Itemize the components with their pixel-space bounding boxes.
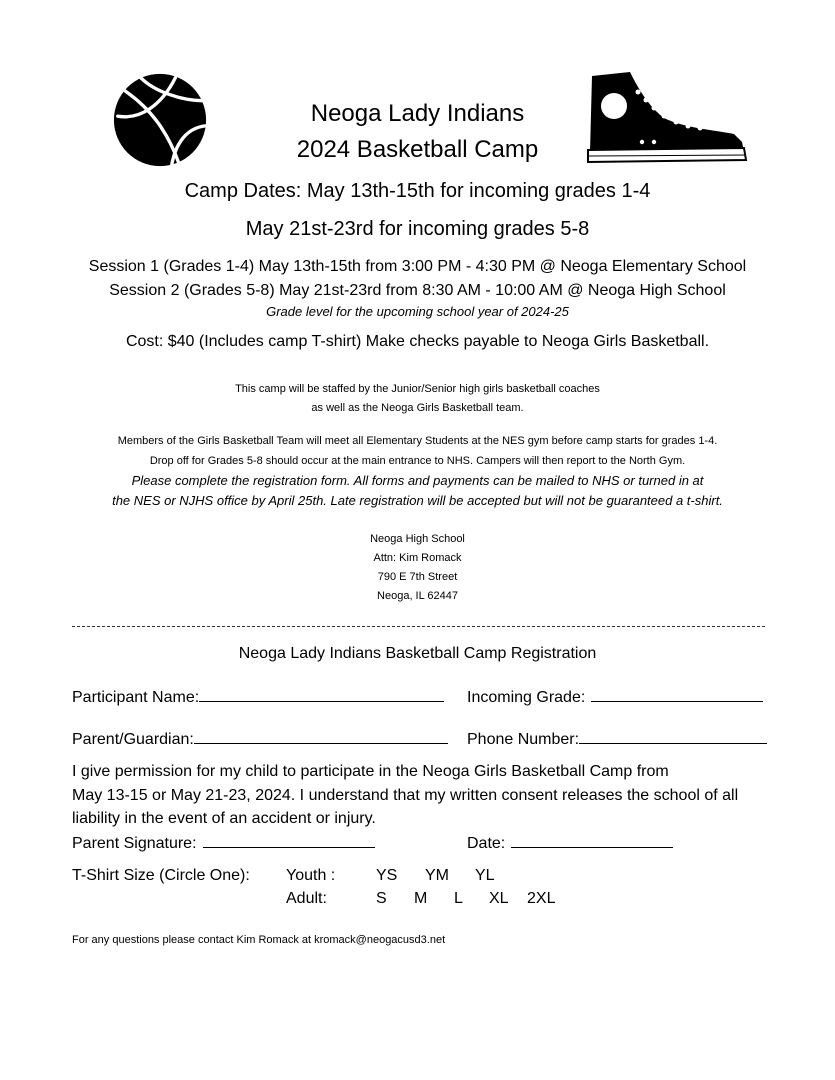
parent-signature-field[interactable]: [72, 833, 375, 853]
parent-guardian-label: Parent/Guardian:: [72, 731, 194, 748]
parent-guardian-line[interactable]: [194, 729, 448, 744]
registration-note-line1: Please complete the registration form. All forms and payments can be mailed to NHS or turned in at: [131, 473, 704, 488]
cut-line-divider: [72, 626, 765, 627]
size-option-xl[interactable]: XL: [489, 890, 509, 907]
staff-line1: This camp will be staffed by the Junior/Senior high girls basketball coaches: [235, 383, 600, 395]
participant-name-field[interactable]: [72, 687, 444, 707]
parent-signature-label: Parent Signature:: [72, 835, 197, 852]
youth-label: Youth :: [286, 867, 336, 884]
camp-dates-line1: Camp Dates: May 13th-15th for incoming grades 1-4: [184, 180, 651, 202]
size-option-2xl[interactable]: 2XL: [527, 890, 556, 907]
incoming-grade-field[interactable]: [467, 687, 763, 707]
page-title-line1: Neoga Lady Indians: [310, 100, 525, 127]
size-option-s[interactable]: S: [376, 890, 387, 907]
permission-line1: I give permission for my child to participate in the Neoga Girls Basketball Camp from: [72, 763, 669, 780]
phone-number-label: Phone Number:: [467, 731, 580, 748]
session-1: Session 1 (Grades 1-4) May 13th-15th from 3:00 PM - 4:30 PM @ Neoga Elementary School: [88, 258, 747, 275]
size-option-ys[interactable]: YS: [376, 867, 398, 884]
grade-note: Grade level for the upcoming school year of 2024-25: [266, 304, 569, 319]
registration-note-line2: the NES or NJHS office by April 25th. Late registration will be accepted but will not be guaranteed a t-shirt.: [112, 493, 723, 508]
address-line4: Neoga, IL 62447: [377, 590, 458, 602]
tshirt-size-label: T-Shirt Size (Circle One):: [72, 867, 250, 884]
adult-label: Adult:: [286, 890, 327, 907]
date-field[interactable]: [467, 833, 673, 853]
session-2: Session 2 (Grades 5-8) May 21st-23rd from 8:30 AM - 10:00 AM @ Neoga High School: [109, 282, 726, 299]
participant-name-label: Participant Name:: [72, 689, 200, 706]
date-label: Date:: [467, 835, 506, 852]
cost-info: Cost: $40 (Includes camp T-shirt) Make checks payable to Neoga Girls Basketball.: [125, 333, 710, 350]
incoming-grade-label: Incoming Grade:: [467, 689, 586, 706]
logistics-line1: Members of the Girls Basketball Team will meet all Elementary Students at the NES gym before camp starts for grades 1-4.: [117, 435, 718, 447]
address-line2: Attn: Kim Romack: [373, 552, 462, 564]
size-option-ym[interactable]: YM: [425, 867, 449, 884]
address-line1: Neoga High School: [370, 533, 465, 545]
size-option-m[interactable]: M: [414, 890, 428, 907]
parent-signature-line[interactable]: [203, 833, 375, 848]
camp-dates-line2: May 21st-23rd for incoming grades 5-8: [245, 218, 590, 240]
page-title-line2: 2024 Basketball Camp: [296, 136, 539, 163]
form-title: Neoga Lady Indians Basketball Camp Registration: [238, 645, 597, 662]
size-option-l[interactable]: L: [454, 890, 463, 907]
permission-line2: May 13-15 or May 21-23, 2024. I understand that my written consent releases the school of all: [72, 787, 739, 804]
phone-number-line[interactable]: [579, 729, 767, 744]
logistics-line2: Drop off for Grades 5-8 should occur at the main entrance to NHS. Campers will then report to the North Gym.: [149, 455, 686, 467]
size-option-yl[interactable]: YL: [475, 867, 495, 884]
date-line[interactable]: [511, 833, 673, 848]
incoming-grade-line[interactable]: [591, 687, 763, 702]
contact-info: For any questions please contact Kim Romack at kromack@neogacusd3.net: [72, 934, 446, 946]
staff-line2: as well as the Neoga Girls Basketball team.: [311, 402, 524, 414]
address-line3: 790 E 7th Street: [377, 571, 458, 583]
phone-number-field[interactable]: [467, 729, 767, 749]
parent-guardian-field[interactable]: [72, 729, 448, 749]
permission-line3: liability in the event of an accident or injury.: [72, 810, 376, 827]
participant-name-line[interactable]: [199, 687, 444, 702]
